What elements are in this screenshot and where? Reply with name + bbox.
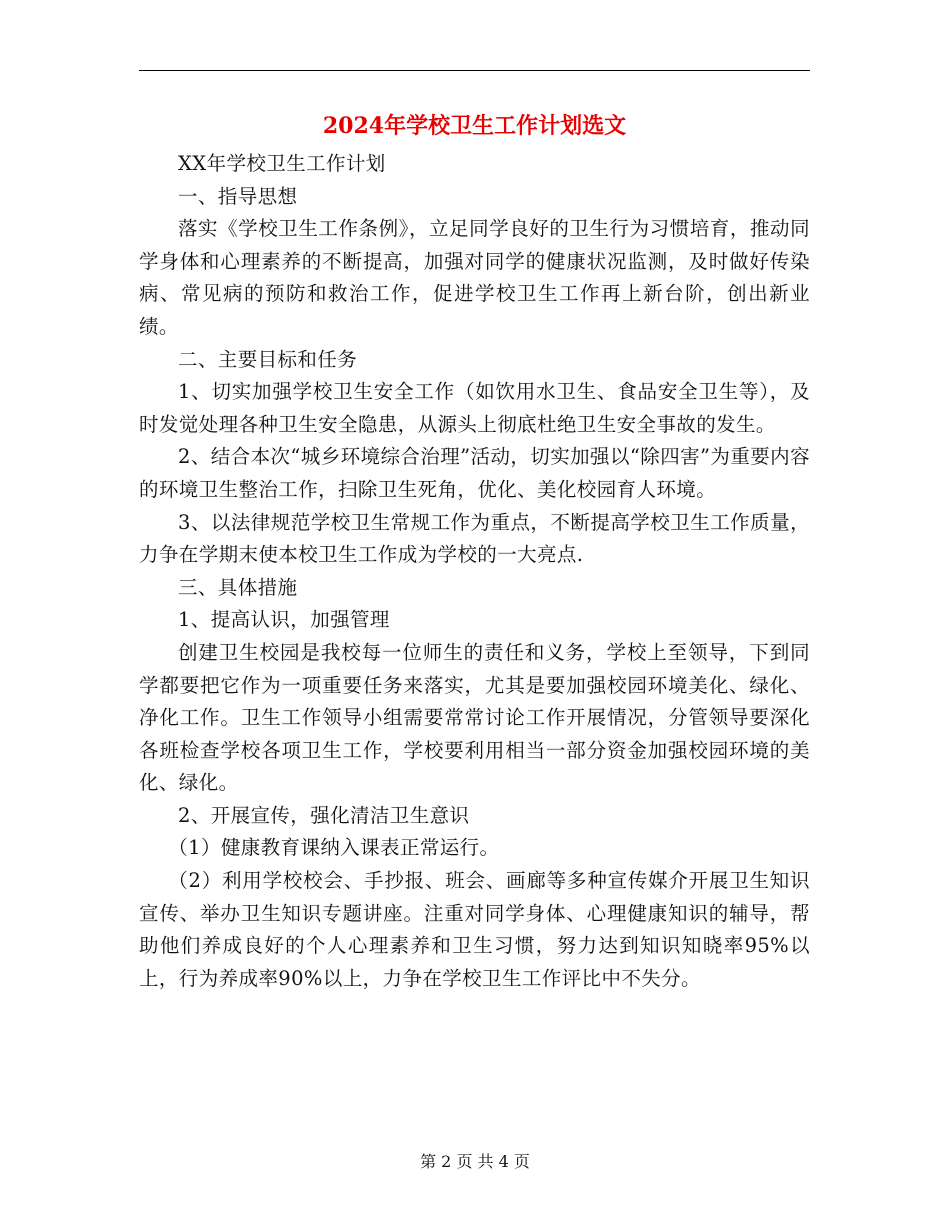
section-heading-goals-tasks: 二、主要目标和任务 [178,347,358,371]
body-paragraph: 落实《学校卫生工作条例》，立足同学良好的卫生行为习惯培育，推动同学身体和心理素养的不断提高，加强对同学的健康状况监测，及时做好传染病、常见病的预防和救治工作，促进学校卫生工作再上新台阶，创出新业绩。 [139,217,810,338]
body-paragraph: 1、切实加强学校卫生安全工作（如饮用水卫生、食品安全卫生等），及时发觉处理各种卫生安全隐患，从源头上彻底杜绝卫生安全事故的发生。 [139,380,810,436]
body-paragraph: 创建卫生校园是我校每一位师生的责任和义务，学校上至领导，下到同学都要把它作为一项重要任务来落实，尤其是要加强校园环境美化、绿化、净化工作。卫生工作领导小组需要常常讨论工作开展情况，分管领导要深化各班检查学校各项卫生工作，学校要利用相当一部分资金加强校园环境的美化、绿化。 [139,640,810,795]
body-paragraph: 2、结合本次“城乡环境综合治理”活动，切实加强以“除四害”为重要内容的环境卫生整治工作，扫除卫生死角，优化、美化校园育人环境。 [139,445,810,501]
list-item: （2）利用学校校会、手抄报、班会、画廊等多种宣传媒介开展卫生知识宣传、举办卫生知识专题讲座。注重对同学身体、心理健康知识的辅导，帮助他们养成良好的个人心理素养和卫生习惯，努力达到知识知晓率95%以上，行为养成率90%以上，力争在学校卫生工作评比中不失分。 [139,869,810,990]
sub-heading: 1、提高认识，加强管理 [178,608,390,632]
body-paragraph: 3、以法律规范学校卫生常规工作为重点，不断提高学校卫生工作质量，力争在学期末使本校卫生工作成为学校的一大亮点. [139,510,810,567]
section-heading-measures: 三、具体措施 [178,575,298,599]
section-heading-guiding-ideology: 一、指导思想 [178,184,298,208]
document-body [139,148,810,995]
document-title: 2024年学校卫生工作计划选文 [322,113,627,139]
page-number-footer: 第 2 页 共 4 页 [420,1152,530,1171]
subtitle-paragraph: XX年学校卫生工作计划 [178,152,386,175]
sub-heading: 2、开展宣传，强化清洁卫生意识 [178,803,470,827]
header-rule [139,70,810,71]
list-item: （1）健康教育课纳入课表正常运行。 [168,836,500,860]
